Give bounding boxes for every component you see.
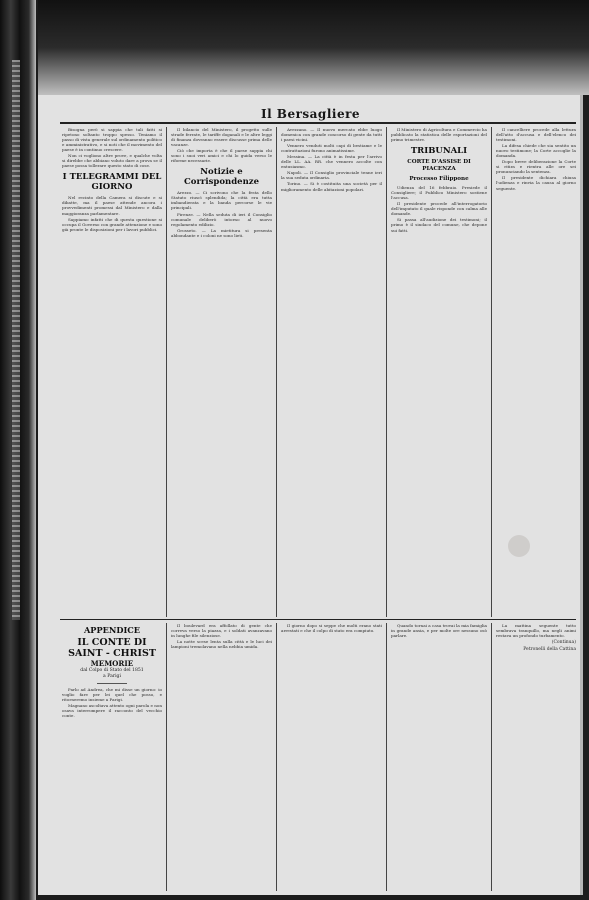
author-signature: Petronelli della Cattina (523, 647, 576, 653)
col5-para: Il cancelliere procede alla lettura dell'atto d'accusa e dell'elenco dei testimoni. (496, 127, 576, 143)
col5-para: Il presidente dichiara chiusa l'udienza e rinvia la causa al giorno seguente. (496, 175, 576, 191)
appendix-label: APPENDICE (83, 625, 141, 635)
col1-para: Non ci vogliono altre prove, e qualche volta si direbbe che abbiano voluto dare a prova se il paese possa tollerare questo stato di cose. (62, 153, 162, 169)
masthead-rule (60, 122, 576, 124)
appendix-para: Parlo ad Andrea, che mi disse un giorno: io voglio fare per lei quel che posso, e ritorneremo insieme a Parigi. (62, 687, 162, 703)
col5-para: La difesa chiede che sia sentito un nuovo testimone; la Corte accoglie la domanda. (496, 143, 576, 159)
appendix-para: La notte scese lenta sulla città e le luci dei lampioni tremolavano nella nebbia umida. (171, 639, 272, 650)
appendix-column-4 (391, 623, 487, 891)
col2-para: Il bilancio del Ministero, il progetto sulle strade ferrate, le tariffe doganali e le altre leggi di finanza dovranno essere discusse prima delle vacanze. (171, 127, 272, 148)
col2-heading: Notizie e Corrispondenze (184, 167, 259, 188)
col3-para: Torino. — Si è costituita una società per il miglioramento delle abitazioni popolari. (281, 181, 382, 192)
appendix-para: Quando tornai a casa trovai la mia famiglia in grande ansia, e per molte ore nessuno osò parlare. (391, 623, 487, 639)
column-rule (276, 623, 277, 891)
appendix-para: Magnano ascoltava attento ogni parola e non osava interrompere il racconto del vecchio conte. (62, 703, 162, 719)
appendix-column-1 (62, 623, 162, 891)
stain (508, 535, 530, 557)
scan-top-shadow (38, 0, 589, 95)
appendix-separator (97, 683, 127, 684)
column-rule (166, 127, 167, 617)
col2-para: Firenze. — Nella seduta di ieri il Consiglio comunale deliberò intorno al nuovo regolamento edilizio. (171, 211, 272, 227)
appendix-column-2 (171, 623, 272, 891)
col4-para: Udienza del 16 febbraio. Presiede il Consigliere; il Pubblico Ministero sostiene l'accusa. (391, 185, 487, 201)
col4-para: Il Ministero di Agricoltura e Commercio ha pubblicato la statistica delle esportazioni del primo trimestre. (391, 127, 487, 143)
appendix-continue: (Continua) (551, 640, 576, 646)
column-3 (281, 127, 382, 615)
col2-para: Arezzo. — Ci scrivono che la festa dello Statuto riuscì splendida; la città era tutta imbandierata e la banda percorse le vie principali. (171, 190, 272, 211)
column-2 (171, 127, 272, 615)
book-binding (0, 0, 36, 900)
feuilleton-rule (60, 619, 576, 620)
col3-para: Vennero venduti molti capi di bestiame e le contrattazioni furono animatissime. (281, 143, 382, 154)
col4-heading: TRIBUNALI (410, 146, 468, 157)
column-rule (276, 127, 277, 617)
col3-para: Messina. — La città è in festa per l'arrivo delle LL. AA. RR. che vennero accolte con entusiasmo. (281, 154, 382, 170)
appendix-title: IL CONTE DI SAINT - CHRIST (68, 637, 156, 659)
col2-para: Ciò che importa è che il paese sappia chi sono i suoi veri amici e chi lo guida verso le riforme necessarie. (171, 148, 272, 164)
col3-para: Avezzano. — Il nuovo mercato ebbe luogo domenica con grande concorso di gente da tutti i paesi vicini. (281, 127, 382, 143)
col4-case-title: Processo Filippone (409, 176, 469, 183)
appendix-line: dal Colpo di Stato del 1851 (80, 668, 144, 673)
appendix-subtitle: MEMORIE (90, 659, 134, 668)
appendix-para: Il giorno dopo si seppe che molti erano stati arrestati e che il colpo di stato era compiuto. (281, 623, 382, 634)
col4-subheading: CORTE D'ASSISE DI PIACENZA (407, 159, 471, 173)
masthead: Il Bersagliere (260, 107, 361, 121)
column-rule (491, 127, 492, 617)
column-rule (491, 623, 492, 891)
col5-para: Dopo breve deliberazione la Corte si ritira e rientra alle ore sei pronunciando la sentenza. (496, 159, 576, 175)
col1-para: Bisogna però si sappia che tali fatti si ripetono soltanto troppo spesso. Teniamo il passo di vista generale sul ordinamento politico e amministrativo, e si noti che il movimento del paese è in continuo crescere. (62, 127, 162, 153)
newspaper-page (38, 95, 583, 895)
appendix-line: a Parigi (103, 674, 121, 679)
column-rule (166, 623, 167, 891)
appendix-column-3 (281, 623, 382, 891)
col1-heading: I TELEGRAMMI DEL GIORNO (62, 172, 162, 193)
col1-para: Nel recinto della Camera si discute e si dibatte, ma il paese attende ancora i provvedimenti promessi dal Ministero e dalla maggioranza parlamentare. (62, 195, 162, 216)
col3-para: Napoli. — Il Consiglio provinciale tenne ieri la sua seduta ordinaria. (281, 170, 382, 181)
col1-para: Sappiamo infatti che di questa questione si occupa il Governo con grande attenzione e sono già pronte le disposizioni per i lavori pubblici. (62, 216, 162, 232)
appendix-para: La mattina seguente tutto sembrava tranquillo, ma negli animi restava un profondo turbamento. (496, 623, 576, 639)
column-rule (386, 623, 387, 891)
appendix-column-5 (496, 623, 576, 891)
column-4 (391, 127, 487, 615)
column-rule (386, 127, 387, 617)
appendix-para: Il boulevard era affollato di gente che correva verso la piazza, e i soldati avanzavano in lunghe file silenziose. (171, 623, 272, 639)
col4-para: Si passa all'audizione dei testimoni; il primo è il sindaco del comune, che depone sui fatti. (391, 217, 487, 233)
col2-para: Grosseto. — La mietitura si presenta abbondante e i coloni ne sono lieti. (171, 227, 272, 238)
column-1 (62, 127, 162, 615)
col4-para: Il presidente procede all'interrogatorio dell'imputato il quale risponde con calma alle domande. (391, 201, 487, 217)
binding-strip (12, 60, 20, 620)
